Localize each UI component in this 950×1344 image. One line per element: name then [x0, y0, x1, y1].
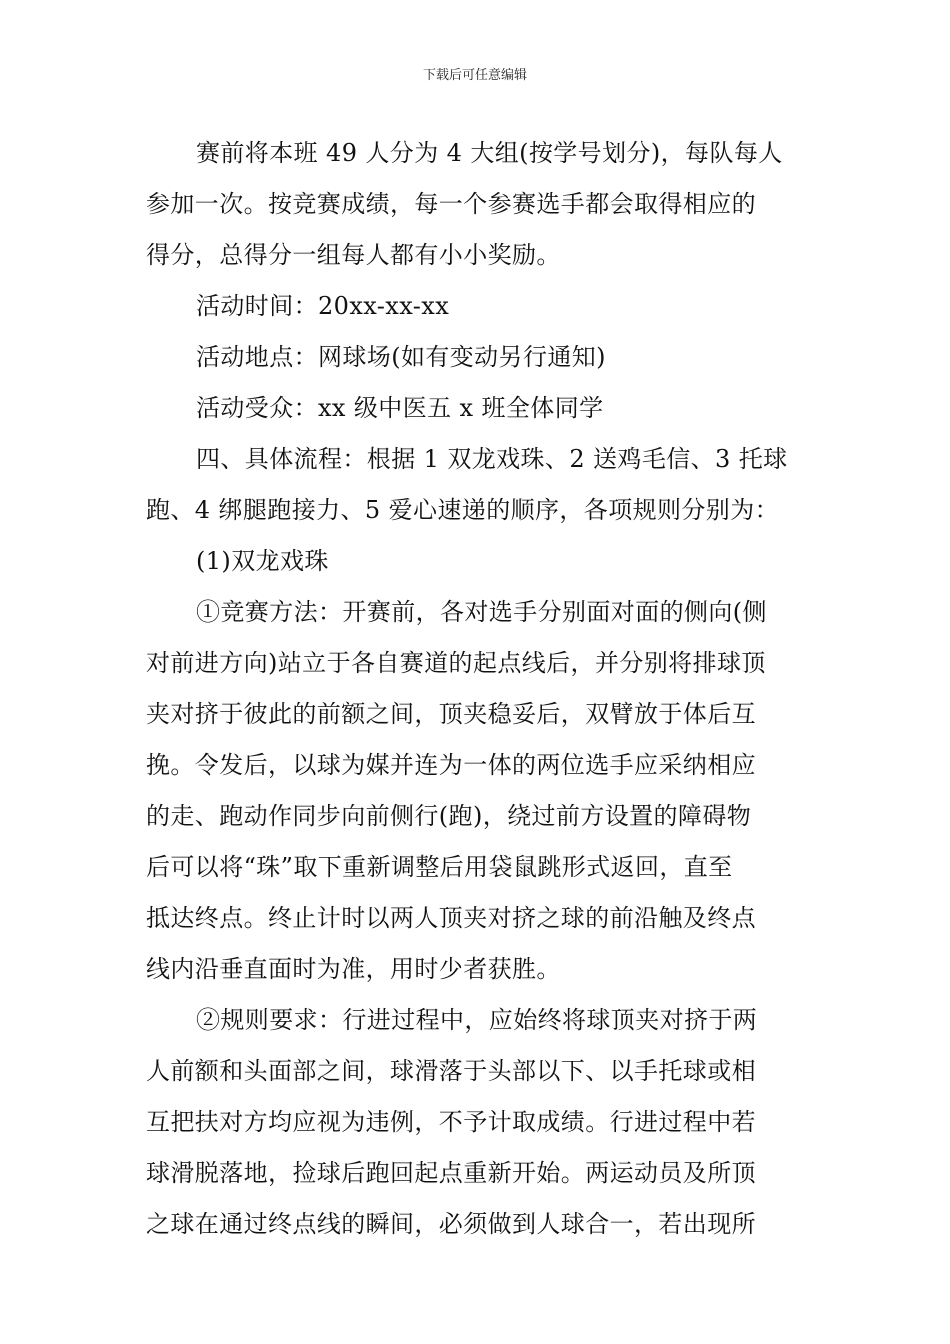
text-line: 活动受众：xx 级中医五 x 班全体同学 — [196, 394, 604, 422]
text-line: 夹对挤于彼此的前额之间，顶夹稳妥后，双臂放于体后互 — [146, 700, 756, 728]
text-line: 的走、跑动作同步向前侧行(跑)，绕过前方设置的障碍物 — [146, 802, 752, 830]
text-line: 互把扶对方均应视为违例，不予计取成绩。行进过程中若 — [146, 1108, 756, 1136]
text-line: 得分，总得分一组每人都有小小奖励。 — [146, 241, 561, 269]
document-body — [146, 128, 818, 1250]
text-line: 跑、4 绑腿跑接力、5 爱心速递的顺序，各项规则分别为： — [146, 496, 779, 524]
text-line: (1)双龙戏珠 — [196, 547, 329, 575]
text-line: 赛前将本班 49 人分为 4 大组(按学号划分)，每队每人 — [196, 139, 783, 167]
text-line: 人前额和头面部之间，球滑落于头部以下、以手托球或相 — [146, 1057, 756, 1085]
text-line: 抵达终点。终止计时以两人顶夹对挤之球的前沿触及终点 — [146, 904, 756, 932]
text-line: 挽。令发后，以球为媒并连为一体的两位选手应采纳相应 — [146, 751, 756, 779]
page-header: 下载后可任意编辑 — [422, 68, 527, 83]
text-line: 之球在通过终点线的瞬间，必须做到人球合一，若出现所 — [146, 1210, 756, 1238]
text-line: 四、具体流程：根据 1 双龙戏珠、2 送鸡毛信、3 托球 — [196, 445, 788, 473]
text-line: 参加一次。按竞赛成绩，每一个参赛选手都会取得相应的 — [146, 190, 756, 218]
text-line: 球滑脱落地，捡球后跑回起点重新开始。两运动员及所顶 — [146, 1159, 756, 1187]
text-line: 后可以将“珠”取下重新调整后用袋鼠跳形式返回，直至 — [146, 853, 733, 881]
text-line: 活动地点：网球场(如有变动另行通知) — [196, 343, 606, 371]
text-line: ②规则要求：行进过程中，应始终将球顶夹对挤于两 — [196, 1006, 758, 1034]
text-line: 对前进方向)站立于各自赛道的起点线后，并分别将排球顶 — [146, 649, 766, 677]
text-line: 线内沿垂直面时为准，用时少者获胜。 — [146, 955, 561, 983]
text-line: ①竞赛方法：开赛前，各对选手分别面对面的侧向(侧 — [196, 598, 767, 626]
text-line: 活动时间：20xx-xx-xx — [196, 292, 450, 320]
